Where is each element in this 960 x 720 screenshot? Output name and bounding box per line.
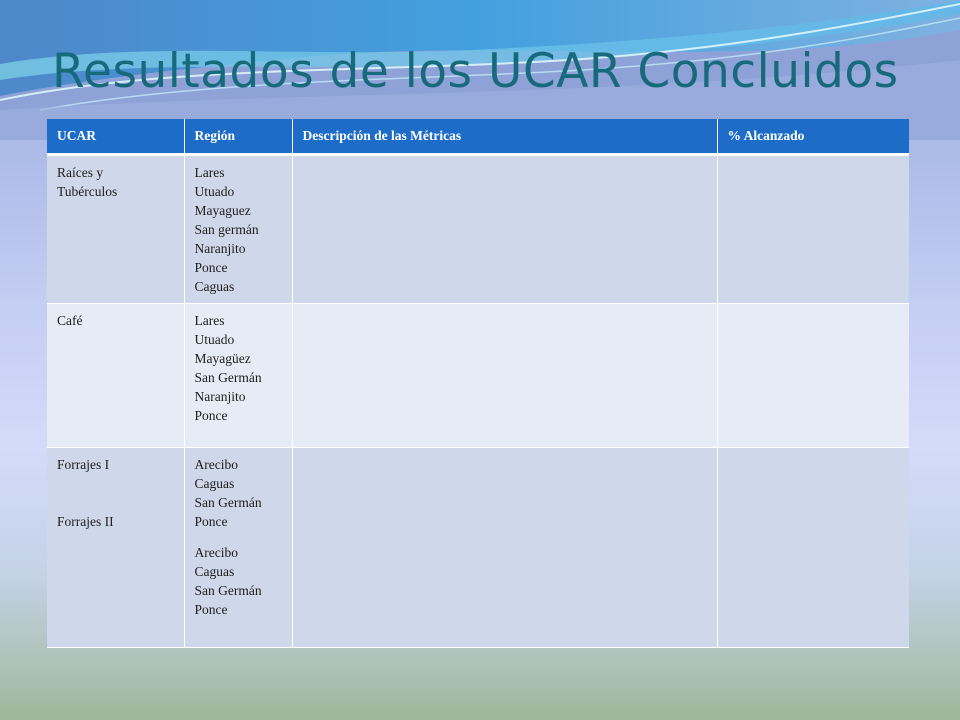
header-region: Región xyxy=(184,119,292,155)
cell-alcanzado xyxy=(717,304,909,448)
ucar-line: Tubérculos xyxy=(57,184,118,199)
ucar-line: Raíces y xyxy=(57,165,104,180)
region-line: Naranjito xyxy=(194,241,246,256)
spacer xyxy=(195,531,282,543)
cell-region xyxy=(184,155,292,304)
ucar-line: Forrajes II xyxy=(57,514,114,529)
cell-descripcion xyxy=(292,155,717,304)
cell-ucar xyxy=(47,155,184,304)
cell-descripcion xyxy=(292,304,717,448)
page-title: Resultados de los UCAR Concluidos xyxy=(52,44,899,99)
results-table xyxy=(47,119,909,648)
region-line: Ponce xyxy=(194,260,228,275)
region-line: Lares xyxy=(194,165,225,180)
header-descripcion: Descripción de las Métricas xyxy=(292,119,717,155)
region-line: Arecibo xyxy=(194,457,238,472)
ucar-line: Forrajes I xyxy=(57,457,110,472)
region-line: San Germán xyxy=(194,495,262,510)
region-line: Caguas xyxy=(194,564,235,579)
cell-region xyxy=(184,304,292,448)
header-ucar: UCAR xyxy=(47,119,184,155)
cell-ucar xyxy=(47,304,184,448)
region-line: Ponce xyxy=(194,602,228,617)
region-line: San Germán xyxy=(194,583,262,598)
region-line: Mayagüez xyxy=(194,351,251,366)
table-row xyxy=(47,304,909,448)
region-line: Ponce xyxy=(194,514,228,529)
region-line: San germán xyxy=(194,222,259,237)
region-line: Ponce xyxy=(194,408,228,423)
spacer xyxy=(57,474,174,512)
ucar-line: Café xyxy=(57,313,83,328)
region-line: Lares xyxy=(194,313,225,328)
table-row xyxy=(47,155,909,304)
region-line: Arecibo xyxy=(194,545,238,560)
region-line: Utuado xyxy=(194,332,235,347)
region-line: Utuado xyxy=(194,184,235,199)
cell-ucar xyxy=(47,448,184,648)
cell-alcanzado xyxy=(717,448,909,648)
region-line: San Germán xyxy=(194,370,262,385)
cell-descripcion xyxy=(292,448,717,648)
header-alcanzado: % Alcanzado xyxy=(717,119,909,155)
region-line: Caguas xyxy=(194,279,235,294)
cell-region xyxy=(184,448,292,648)
region-line: Mayaguez xyxy=(194,203,251,218)
region-line: Naranjito xyxy=(194,389,246,404)
table-row xyxy=(47,448,909,648)
table-header-row xyxy=(47,119,909,155)
region-line: Caguas xyxy=(194,476,235,491)
cell-alcanzado xyxy=(717,155,909,304)
